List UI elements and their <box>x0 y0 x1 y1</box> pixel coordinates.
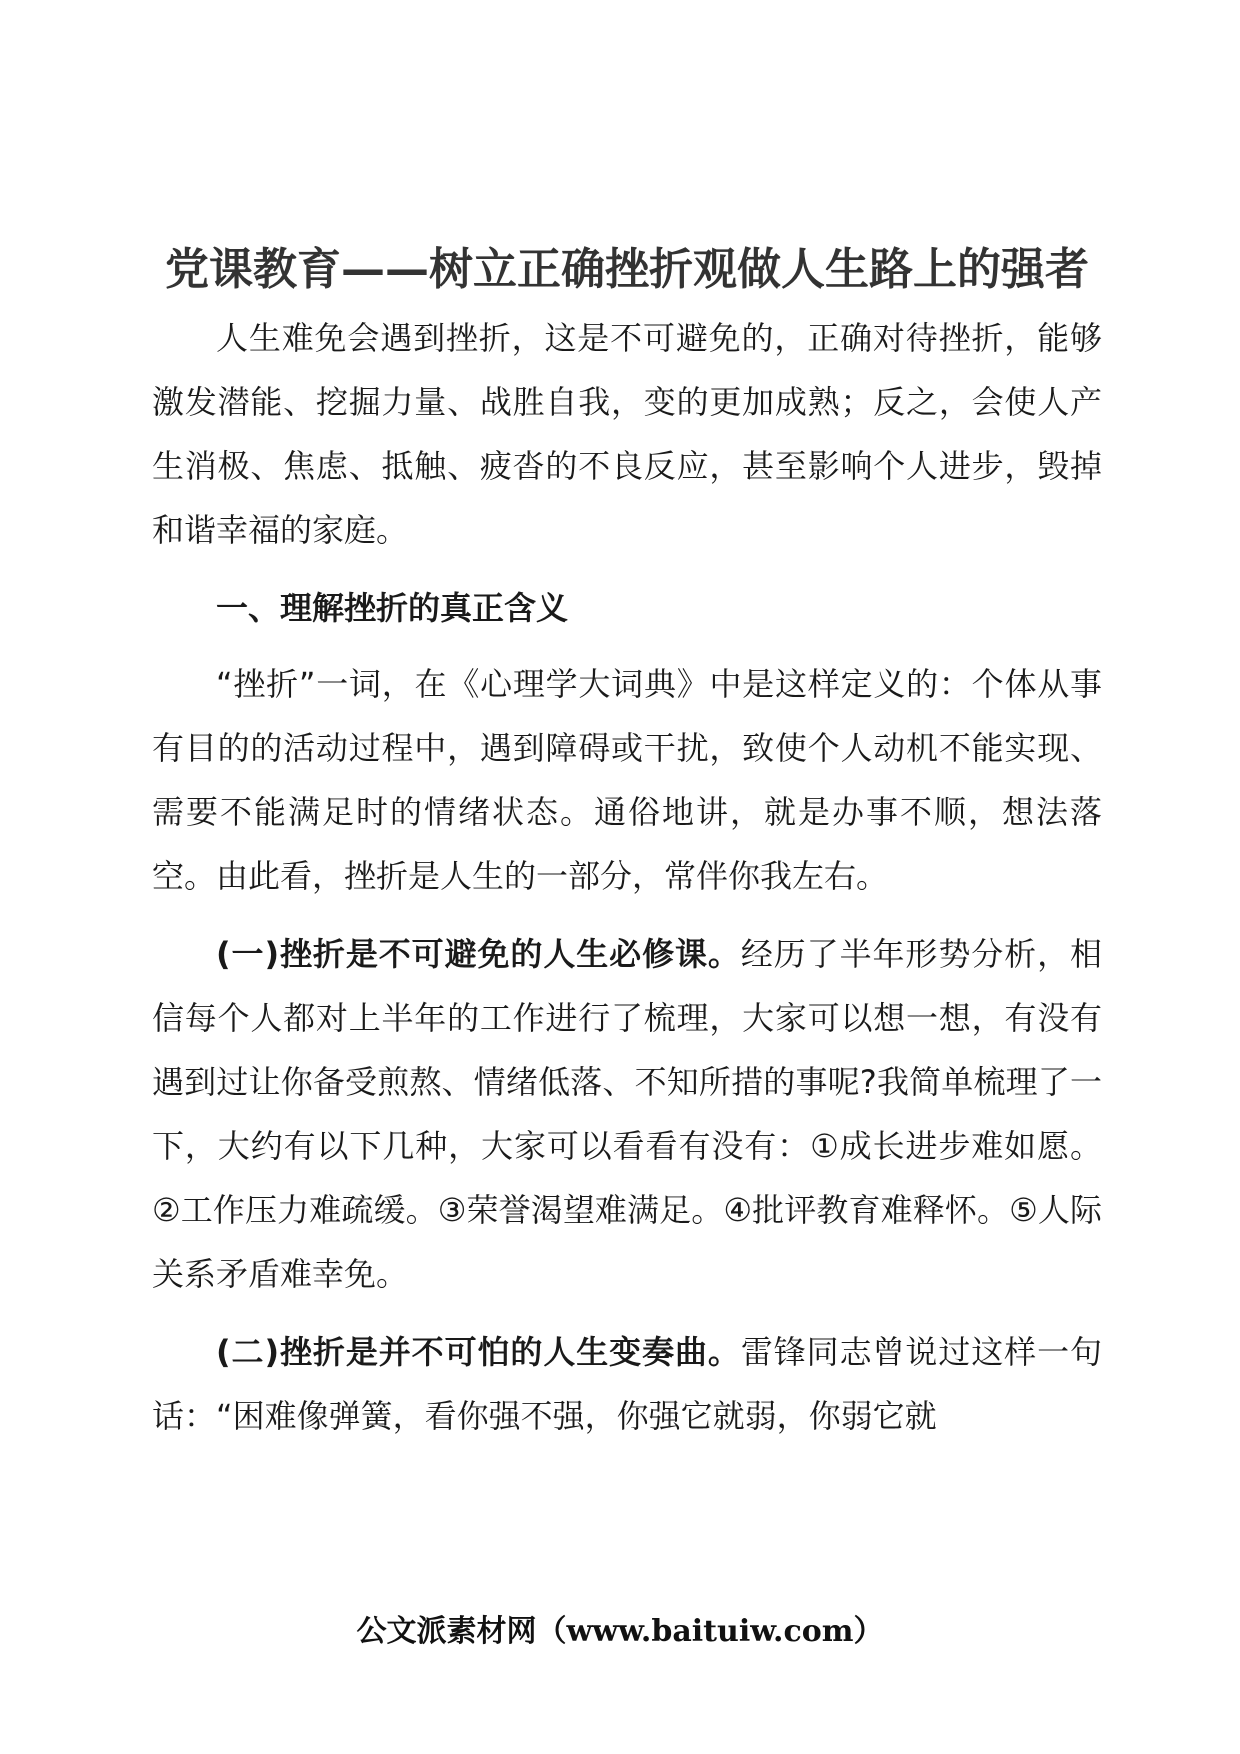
subsection-1-paragraph <box>152 922 1102 1306</box>
section-1-paragraph: “挫折”一词，在《心理学大词典》中是这样定义的：个体从事有目的的活动过程中，遇到障碍或干扰，致使个人动机不能实现、需要不能满足时的情绪状态。通俗地讲，就是办事不顺，想法落空。由此看，挫折是人生的一部分，常伴你我左右。 <box>152 665 1102 895</box>
subsection-2-body: 雷锋同志曾说过这样一句话：“困难像弹簧，看你强不强，你强它就弱，你弱它就 <box>152 1333 1102 1435</box>
footer-source: 公文派素材网（www.baituiw.com） <box>356 1614 884 1649</box>
subsection-1-body: 经历了半年形势分析，相信每个人都对上半年的工作进行了梳理，大家可以想一想，有没有遇到过让你备受煎熬、情绪低落、不知所措的事呢?我简单梳理了一下，大约有以下几种，大家可以看看有没有：①成长进步难如愿。②工作压力难疏缓。③荣誉渴望难满足。④批评教育难释怀。⑤人际关系矛盾难幸免。 <box>152 935 1102 1293</box>
document-page <box>152 240 1102 1462</box>
intro-paragraph: 人生难免会遇到挫折，这是不可避免的，正确对待挫折，能够激发潜能、挖掘力量、战胜自我，变的更加成熟；反之，会使人产生消极、焦虑、抵触、疲沓的不良反应，甚至影响个人进步，毁掉和谐幸福的家庭。 <box>152 319 1102 549</box>
document-title: 党课教育——树立正确挫折观做人生路上的强者 <box>165 244 1089 295</box>
subsection-2-lead: (二)挫折是并不可怕的人生变奏曲。 <box>216 1333 741 1371</box>
section-heading-1: 一、理解挫折的真正含义 <box>216 589 569 627</box>
subsection-2-paragraph <box>152 1320 1102 1448</box>
subsection-1-lead: (一)挫折是不可避免的人生必修课。 <box>216 935 741 973</box>
